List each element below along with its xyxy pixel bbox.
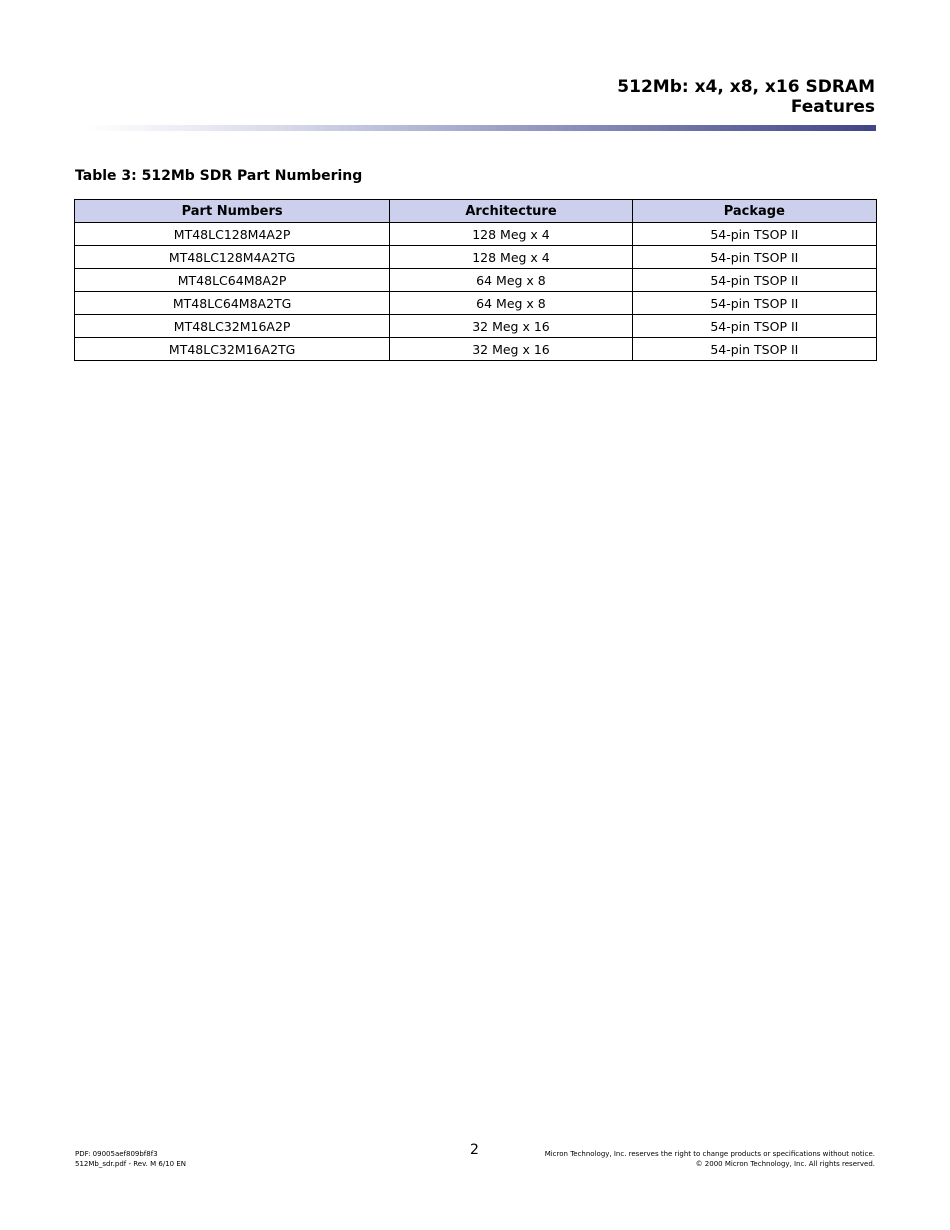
- header-title-line1: 512Mb: x4, x8, x16 SDRAM: [617, 77, 875, 97]
- table-caption: Table 3: 512Mb SDR Part Numbering: [75, 168, 363, 184]
- table-row: [75, 338, 877, 361]
- part-numbering-table: [74, 199, 877, 361]
- cell-part-number: MT48LC128M4A2P: [75, 223, 390, 246]
- header-title-line2: Features: [790, 97, 875, 117]
- footer-legal-notice: [545, 1149, 875, 1169]
- cell-package: 54-pin TSOP II: [632, 269, 876, 292]
- table-header-row: [75, 200, 877, 223]
- cell-architecture: 64 Meg x 8: [390, 292, 632, 315]
- page-header-title: [617, 77, 875, 117]
- table-row: [75, 246, 877, 269]
- cell-package: 54-pin TSOP II: [632, 246, 876, 269]
- cell-part-number: MT48LC32M16A2P: [75, 315, 390, 338]
- header-gradient-rule: [88, 125, 876, 131]
- cell-architecture: 128 Meg x 4: [390, 223, 632, 246]
- cell-package: 54-pin TSOP II: [632, 223, 876, 246]
- cell-architecture: 64 Meg x 8: [390, 269, 632, 292]
- cell-part-number: MT48LC64M8A2TG: [75, 292, 390, 315]
- cell-part-number: MT48LC64M8A2P: [75, 269, 390, 292]
- footer-disclaimer: Micron Technology, Inc. reserves the right to change products or specifications without notice.: [544, 1150, 875, 1158]
- cell-package: 54-pin TSOP II: [632, 338, 876, 361]
- table-row: [75, 292, 877, 315]
- cell-package: 54-pin TSOP II: [632, 292, 876, 315]
- cell-package: 54-pin TSOP II: [632, 315, 876, 338]
- footer-file-revision: 512Mb_sdr.pdf - Rev. M 6/10 EN: [75, 1160, 186, 1168]
- table-row: [75, 223, 877, 246]
- footer-copyright: © 2000 Micron Technology, Inc. All rights reserved.: [695, 1160, 875, 1168]
- table-row: [75, 315, 877, 338]
- footer-document-info: [75, 1149, 186, 1169]
- footer-pdf-id: PDF: 09005aef809bf8f3: [75, 1150, 158, 1158]
- cell-part-number: MT48LC32M16A2TG: [75, 338, 390, 361]
- cell-part-number: MT48LC128M4A2TG: [75, 246, 390, 269]
- table-row: [75, 269, 877, 292]
- column-header-package: Package: [632, 200, 876, 223]
- cell-architecture: 128 Meg x 4: [390, 246, 632, 269]
- page-number: 2: [470, 1142, 479, 1158]
- column-header-part-numbers: Part Numbers: [75, 200, 390, 223]
- column-header-architecture: Architecture: [390, 200, 632, 223]
- cell-architecture: 32 Meg x 16: [390, 338, 632, 361]
- cell-architecture: 32 Meg x 16: [390, 315, 632, 338]
